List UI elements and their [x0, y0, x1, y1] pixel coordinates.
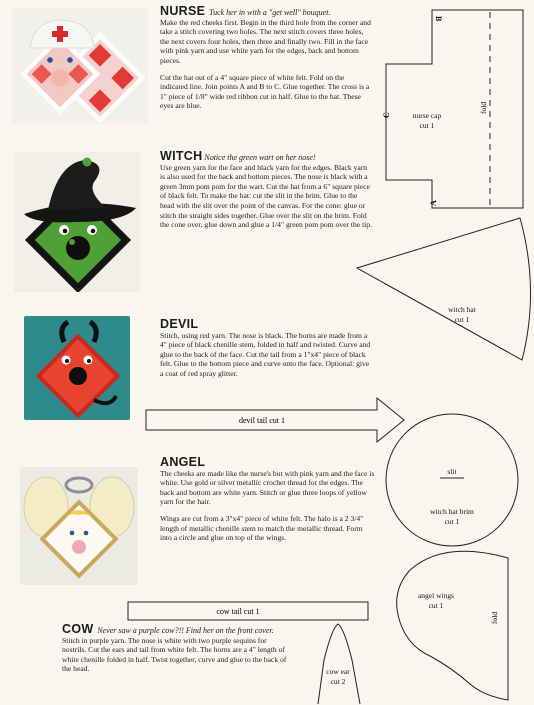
devil-tail-label: devil tail cut 1 — [239, 416, 285, 425]
angel-instructions: The cheeks are made like the nurse's but with pink yarn and the face is white. Use gold or silver metallic crochet thread for the edges. The back and bottom are white yarn. Stitch or glue three loops of yellow yarn for the hair. — [160, 468, 375, 507]
witch-hat-brim-cut: cut 1 — [444, 517, 460, 526]
devil-instructions: Stitch, using red yarn. The nose is black. The horns are made from a 4" piece of black chenille stem, folded in half and twisted. Curve and glue to the back of the face. Cut the tail from a 1"x4" piece of black felt. Glue to the bottom piece and curve onto the face. Optional: give a coat of red spray glitter. — [160, 330, 371, 378]
witch-hat-name: witch hat — [448, 305, 476, 314]
nurse-cap-name: nurse cap — [412, 111, 442, 120]
cow-tagline: Never saw a purple cow?!! Find her on the front cover. — [97, 626, 274, 635]
nurse-title: NURSE — [160, 4, 206, 18]
witch-tagline: Notice the green wart on her nose! — [204, 153, 316, 162]
angel-wings-name: angel wings — [417, 591, 455, 600]
angel-wing-instructions: Wings are cut from a 3"x4" piece of white felt. The halo is a 2 3/4" length of metallic chenille stem to match the metallic thread. Form into a circle and glue on top of the wings. — [160, 513, 364, 543]
witch-instructions: Use green yarn for the face and black yarn for the edges. Black yarn is also used for the back and bottom pieces. The nose is black with a green 3mm pom pom for the wart. Cut the hat from a 6" square piece of black felt. To make the hat: cut the slit in the brim. Glue to the head with the slit over the point of the canvas. For the cone: glue or stitch the straight sides together. Glue over the slit on the brim. Fold the cone over, glue down and glue a 1/4" green pom pom over the tip. — [160, 162, 372, 230]
angel-wings-fold: fold — [490, 611, 499, 624]
angel-wings-pattern — [397, 551, 508, 700]
cow-title: COW — [62, 622, 94, 636]
nurse-cap-cut: cut 1 — [419, 121, 435, 130]
angel-wings-cut: cut 1 — [428, 601, 444, 610]
devil-tail-pattern — [146, 398, 404, 442]
witch-hat-pattern — [357, 218, 531, 360]
nurse-cap-point-b: B — [434, 16, 443, 22]
devil-title: DEVIL — [160, 317, 199, 331]
nurse-instructions: Make the red cheeks first. Begin in the third hole from the corner and take a stitch covering two holes. The next stitch covers three holes, the next covers four holes, then three and finally two. Fill in the face with pink yarn and use white yarn for the edges, back and bottom pieces. — [160, 17, 371, 65]
nurse-cap-point-c: C — [382, 112, 391, 118]
nurse-cap-pattern — [382, 10, 523, 208]
witch-title: WITCH — [160, 149, 203, 163]
cow-instructions: Stitch in purple yarn. The nose is white with two purple sequins for nostrils. Cut the ears and tail from white felt. The horns are a 4" length of white chenille folded in half. Twist together, curve and glue to the back of the head. — [62, 635, 287, 674]
witch-hat-brim-slit: slit — [447, 467, 457, 476]
nurse-hat-instructions: Cut the hat out of a 4" square piece of white felt. Fold on the indicated line. Join points A and B to C. Glue together. The cross is a 1" piece of 1/8" wide red ribbon cut in half. Glue to the hat. These eyes are blue. — [160, 72, 370, 111]
nurse-tagline: Tuck her in with a "get well" bouquet. — [209, 8, 331, 17]
witch-hat-brim-pattern — [386, 414, 518, 546]
cow-ear-cut: cut 2 — [330, 677, 346, 686]
witch-hat-brim-name: witch hat brim — [430, 507, 474, 516]
cow-tail-pattern — [128, 602, 368, 620]
cow-ear-name: cow ear — [326, 667, 350, 676]
nurse-cap-fold: fold — [479, 101, 488, 114]
cow-tail-label: cow tail cut 1 — [216, 607, 260, 616]
witch-hat-cut: cut 1 — [454, 315, 470, 324]
nurse-cap-point-a: A — [429, 200, 438, 206]
cow-ear-pattern — [318, 624, 360, 704]
angel-title: ANGEL — [160, 455, 206, 469]
